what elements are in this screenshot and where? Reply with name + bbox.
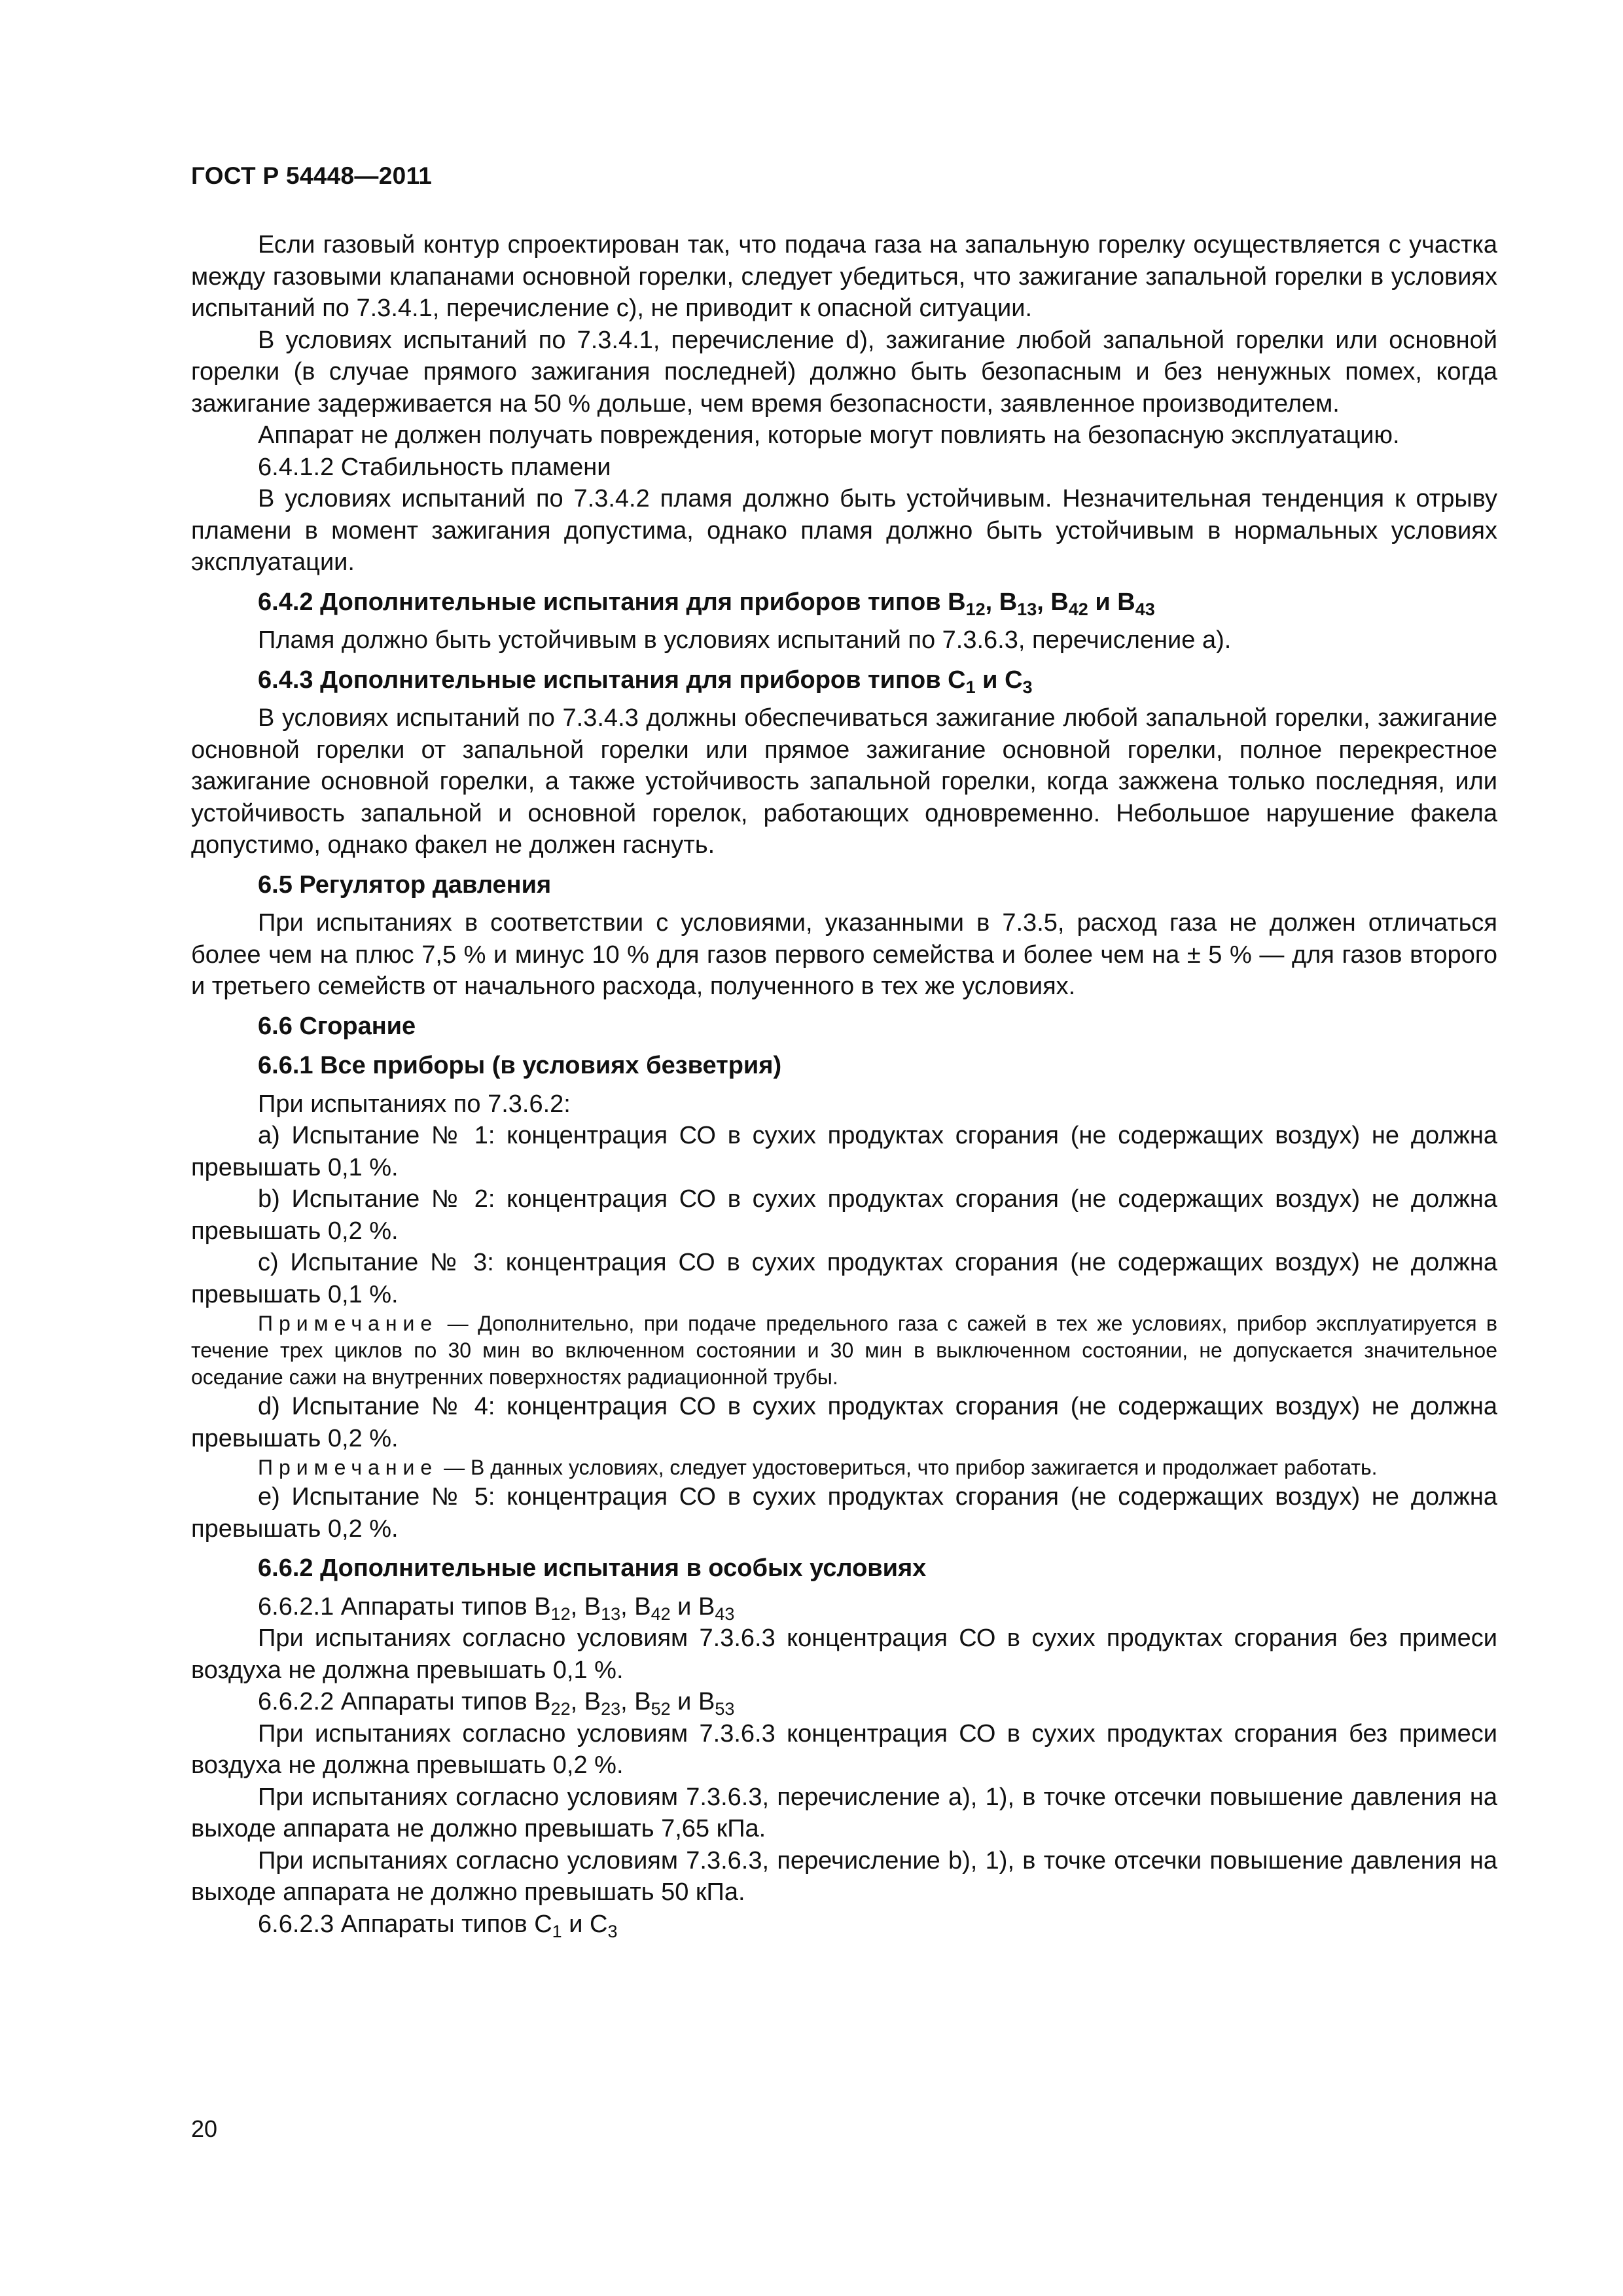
paragraph-c-type-ignition: В условиях испытаний по 7.3.4.3 должны обеспечиваться зажигание любой запальной горелки, зажигание основной горелки от запальной горелки или прямое зажигание основной горелки, полное перекрестное зажигание основной горелки, а также устойчивость запальной горелки, когда зажжена только последняя, или устойчивость запальной и основной горелок, работающих одновременно. Небольшое нарушение факела допустимо, однако факел не должен гаснуть. [191, 704, 1497, 859]
paragraph-pressure-regulator: При испытаниях в соответствии с условиями, указанными в 7.3.5, расход газа не должен отличаться более чем на плюс 7,5 % и минус 10 % для газов первого семейства и более чем на ± 5 % — для газов второго и третьего семейств от начального расхода, полученного в тех же условиях. [191, 909, 1497, 1000]
document-body [191, 229, 1497, 1940]
list-item-d: d) Испытание № 4: концентрация СО в сухих продуктах сгорания (не содержащих воздух) не должна превышать 0,2 %. [191, 1393, 1497, 1452]
paragraph-pressure-50: При испытаниях согласно условиям 7.3.6.3, перечисление b), 1), в точке отсечки повышение давления на выходе аппарата не должно превышать 50 кПа. [191, 1846, 1497, 1906]
list-item-a: а) Испытание № 1: концентрация СО в сухих продуктах сгорания (не содержащих воздух) не должна превышать 0,1 %. [191, 1122, 1497, 1181]
list-item-e: е) Испытание № 5: концентрация СО в сухих продуктах сгорания (не содержащих воздух) не должна превышать 0,2 %. [191, 1483, 1497, 1543]
paragraph-gas-circuit: Если газовый контур спроектирован так, что подача газа на запальную горелку осуществляется с участка между газовыми клапанами основной горелки, следует убедиться, что зажигание запальной горелки в условиях испытаний по 7.3.4.1, перечисление с), не приводит к опасной ситуации. [191, 231, 1497, 322]
subsection-6-4-1-2: 6.4.1.2 Стабильность пламени [258, 453, 611, 481]
paragraph-pressure-7-65: При испытаниях согласно условиям 7.3.6.3, перечисление а), 1), в точке отсечки повышение давления на выходе аппарата не должно превышать 7,65 кПа. [191, 1783, 1497, 1842]
heading-6-6-2: 6.6.2 Дополнительные испытания в особых условиях [258, 1554, 927, 1582]
subsection-6-6-2-1: 6.6.2.1 Аппараты типов $В_{12}$, $В_{13}$, $В_{42}$ и $В_{43}$ [258, 1592, 735, 1624]
paragraph-co-0-2: При испытаниях согласно условиям 7.3.6.3 концентрация СО в сухих продуктах сгорания без примеси воздуха не должна превышать 0,2 %. [191, 1719, 1497, 1779]
note-soot: Примечание — Дополнительно, при подаче предельного газа с сажей в тех же условиях, прибор эксплуатируется в течение трех циклов по 30 мин во включенном состоянии и 30 мин в выключенном состоянии, не допускается значительное оседание сажи на внутренних поверхностях радиационной трубы. [191, 1312, 1497, 1389]
note-ignites: Примечание — В данных условиях, следует удостовериться, что прибор зажигается и продолжает работать. [258, 1456, 1378, 1479]
heading-6-4-2: 6.4.2 Дополнительные испытания для приборов типов $В_{12}$, $В_{13}$, $В_{42}$ и $В_{43}$ [258, 588, 1155, 619]
page-number: 20 [191, 2115, 218, 2142]
heading-6-4-3: 6.4.3 Дополнительные испытания для приборов типов $С_1$ и $С_3$ [258, 666, 1033, 697]
heading-6-6: 6.6 Сгорание [258, 1012, 416, 1040]
subsection-6-6-2-3: 6.6.2.3 Аппараты типов $С_1$ и $С_3$ [258, 1910, 618, 1941]
heading-6-5: 6.5 Регулятор давления [258, 870, 552, 899]
subsection-6-6-2-2: 6.6.2.2 Аппараты типов $В_{22}$, $В_{23}$, $В_{52}$ и $В_{53}$ [258, 1688, 735, 1719]
paragraph-co-0-1: При испытаниях согласно условиям 7.3.6.3 концентрация СО в сухих продуктах сгорания без примеси воздуха не должна превышать 0,1 %. [191, 1624, 1497, 1684]
list-item-b: b) Испытание № 2: концентрация СО в сухих продуктах сгорания (не содержащих воздух) не должна превышать 0,2 %. [191, 1185, 1497, 1245]
heading-6-6-1: 6.6.1 Все приборы (в условиях безветрия) [258, 1052, 782, 1079]
document-header: ГОСТ Р 54448—2011 [191, 162, 433, 189]
paragraph-flame-stability: В условиях испытаний по 7.3.4.2 пламя должно быть устойчивым. Незначительная тенденция к отрыву пламени в момент зажигания допустима, однако пламя должно быть устойчивым в нормальных условиях эксплуатации. [191, 485, 1497, 576]
paragraph-flame-stable: Пламя должно быть устойчивым в условиях испытаний по 7.3.6.3, перечисление а). [258, 626, 1232, 654]
paragraph-tests-intro: При испытаниях по 7.3.6.2: [258, 1090, 571, 1118]
list-item-c: с) Испытание № 3: концентрация СО в сухих продуктах сгорания (не содержащих воздух) не должна превышать 0,1 %. [191, 1249, 1497, 1308]
paragraph-ignition-delay: В условиях испытаний по 7.3.4.1, перечисление d), зажигание любой запальной горелки или основной горелки (в случае прямого зажигания последней) должно быть безопасным и без ненужных помех, когда зажигание задерживается на 50 % дольше, чем время безопасности, заявленное производителем. [191, 326, 1497, 418]
paragraph-no-damage: Аппарат не должен получать повреждения, которые могут повлиять на безопасную эксплуатацию. [258, 422, 1400, 449]
